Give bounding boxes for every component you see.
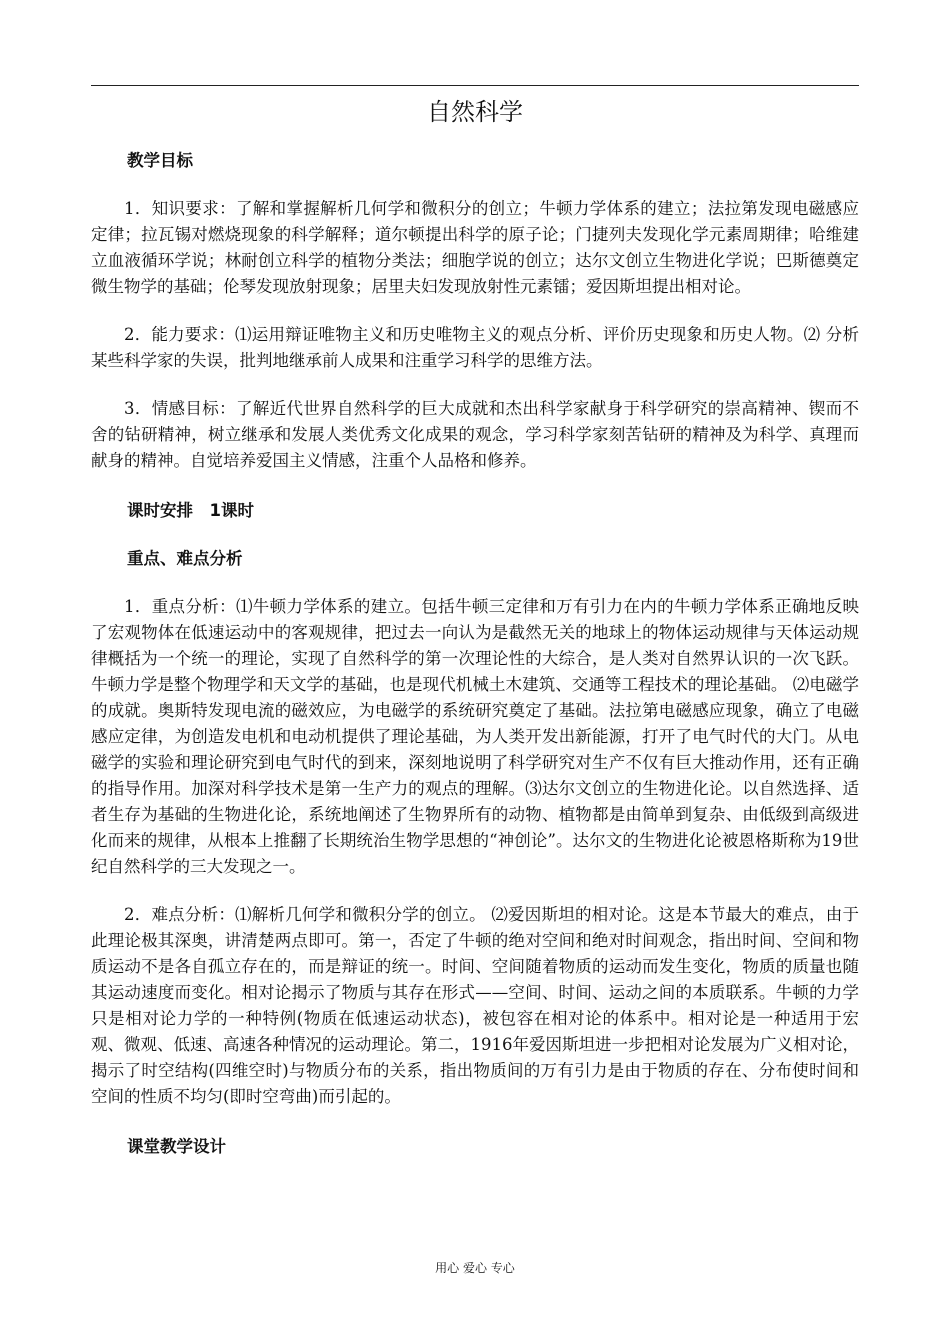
heading-classroom-design: 课堂教学设计	[127, 1137, 226, 1156]
header-rule	[91, 85, 859, 86]
document-body	[91, 146, 859, 1160]
paragraph-emotional-goals: 3．情感目标：了解近代世界自然科学的巨大成就和杰出科学家献身于科学研究的崇高精神、锲而不舍的钻研精神，树立继承和发展人类优秀文化成果的观念，学习科学家刻苦钻研的精神及为科学、真理而献身的精神。自觉培养爱国主义情感，注重个人品格和修养。	[91, 399, 859, 470]
paragraph-difficult-points: 2．难点分析：⑴解析几何学和微积分学的创立。 ⑵爱因斯坦的相对论。这是本节最大的难点，由于此理论极其深奥，讲清楚两点即可。第一，否定了牛顿的绝对空间和绝对时间观念，指出时间、空间和物质运动不是各自孤立存在的，而是辩证的统一。时间、空间随着物质的运动而发生变化，物质的质量也随其运动速度而变化。相对论揭示了物质与其存在形式——空间、时间、运动之间的本质联系。牛顿的力学只是相对论力学的一种特例(物质在低速运动状态)，被包容在相对论的体系中。相对论是一种适用于宏观、微观、低速、高速各种情况的运动理论。第二，1916年爱因斯坦进一步把相对论发展为广义相对论，揭示了时空结构(四维空时)与物质分布的关系，指出物质间的万有引力是由于物质的存在、分布使时间和空间的性质不均匀(即时空弯曲)而引起的。	[91, 905, 859, 1106]
heading-class-hours: 课时安排 1课时	[127, 501, 254, 520]
paragraph-key-points: 1．重点分析：⑴牛顿力学体系的建立。包括牛顿三定律和万有引力在内的牛顿力学体系正确地反映了宏观物体在低速运动中的客观规律，把过去一向认为是截然无关的地球上的物体运动规律与天体运动规律概括为一个统一的理论，实现了自然科学的第一次理论性的大综合，是人类对自然界认识的一次飞跃。牛顿力学是整个物理学和天文学的基础，也是现代机械土木建筑、交通等工程技术的理论基础。 ⑵电磁学的成就。奥斯特发现电流的磁效应，为电磁学的系统研究奠定了基础。法拉第电磁感应现象，确立了电磁感应定律，为创造发电机和电动机提供了理论基础，为人类开发出新能源，打开了电气时代的大门。从电磁学的实验和理论研究到电气时代的到来，深刻地说明了科学研究对生产不仅有巨大推动作用，还有正确的指导作用。加深对科学技术是第一生产力的观点的理解。⑶达尔文创立的生物进化论。以自然选择、适者生存为基础的生物进化论，系统地阐述了生物界所有的动物、植物都是由简单到复杂、由低级到高级进化而来的规律，从根本上推翻了长期统治生物学思想的“神创论”。达尔文的生物进化论被恩格斯称为19世纪自然科学的三大发现之一。	[91, 597, 859, 876]
paragraph-ability-requirements: 2．能力要求：⑴运用辩证唯物主义和历史唯物主义的观点分析、评价历史现象和历史人物。⑵ 分析某些科学家的失误，批判地继承前人成果和注重学习科学的思维方法。	[91, 325, 859, 370]
page-footer: 用心 爱心 专心	[435, 1261, 515, 1275]
page-title: 自然科学	[427, 98, 523, 126]
paragraph-knowledge-requirements: 1．知识要求：了解和掌握解析几何学和微积分的创立；牛顿力学体系的建立；法拉第发现电磁感应定律；拉瓦锡对燃烧现象的科学解释；道尔顿提出科学的原子论；门捷列夫发现化学元素周期律；哈维建立血液循环学说；林耐创立科学的植物分类法；细胞学说的创立；达尔文创立生物进化学说；巴斯德奠定微生物学的基础；伦琴发现放射现象；居里夫妇发现放射性元素镭；爱因斯坦提出相对论。	[91, 199, 859, 296]
heading-teaching-goals: 教学目标	[127, 151, 193, 170]
heading-key-difficult-points: 重点、难点分析	[127, 549, 243, 568]
